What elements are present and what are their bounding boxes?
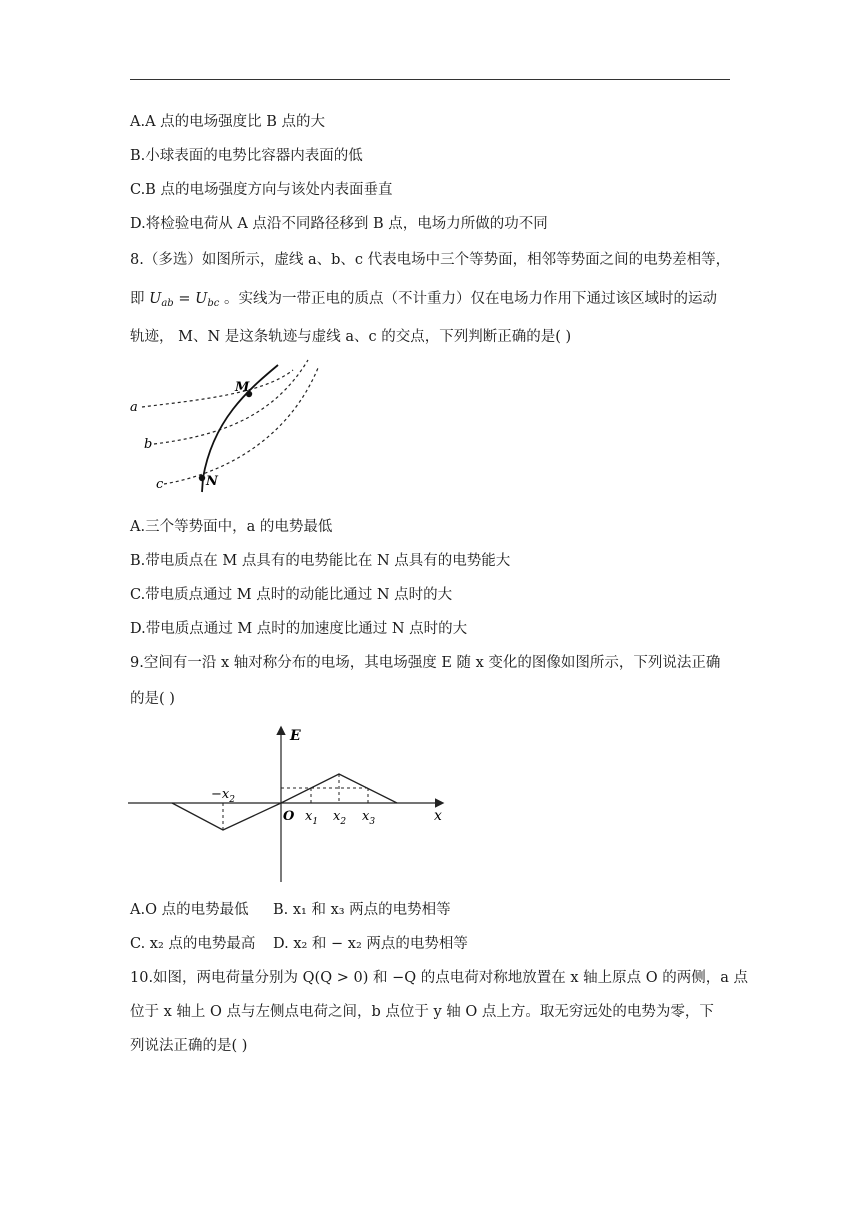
- label-x3: $x_3$: [362, 809, 376, 827]
- q10-stem-line1: 10.如图，两电荷量分别为 Q(Q > 0) 和 −Q 的点电荷对称地放置在 x 轴上原点 O 的两侧，a 点: [130, 970, 748, 986]
- equipotential-line-a: [142, 370, 293, 407]
- q9-e-x-graph: [128, 722, 458, 887]
- q8-option-b: B.带电质点在 M 点具有的电势能比在 N 点具有的电势能大: [130, 553, 511, 569]
- label-e: E: [290, 728, 301, 744]
- q9-option-a: A.O 点的电势最低: [130, 902, 249, 918]
- q7-option-d: D.将检验电荷从 A 点沿不同路径移到 B 点，电场力所做的功不同: [130, 216, 548, 232]
- q8-stem-line2: 即 $U_{ab} = U_{bc}$ 。实线为一带正电的质点（不计重力）仅在电场力作用下通过该区域时的运动: [130, 291, 717, 309]
- label-a: a: [130, 400, 138, 415]
- equipotential-line-b: [154, 360, 308, 444]
- q8-equipotential-figure: [128, 360, 328, 500]
- header-rule: [130, 79, 730, 80]
- label-neg-x2: $-x_2$: [211, 787, 235, 805]
- q9-option-c: C. x₂ 点的电势最高: [130, 936, 256, 952]
- q7-option-c: C.B 点的电场强度方向与该处内表面垂直: [130, 182, 393, 198]
- label-x1: $x_1$: [305, 809, 319, 827]
- q10-stem-line2: 位于 x 轴上 O 点与左侧点电荷之间，b 点位于 y 轴 O 点上方。取无穷远处的电势为零，下: [130, 1004, 714, 1020]
- q9-option-d: D. x₂ 和 − x₂ 两点的电势相等: [273, 936, 468, 952]
- label-b: b: [144, 437, 153, 452]
- q7-option-b: B.小球表面的电势比容器内表面的低: [130, 148, 363, 164]
- label-m: M: [235, 380, 250, 395]
- q8-option-a: A.三个等势面中，a 的电势最低: [130, 519, 333, 535]
- label-origin: O: [283, 809, 295, 824]
- q8-stem-line3: 轨迹， M、N 是这条轨迹与虚线 a、c 的交点，下列判断正确的是( ): [130, 329, 572, 345]
- q8-stem-line1: 8.（多选）如图所示，虚线 a、b、c 代表电场中三个等势面，相邻等势面之间的电势差相等，: [130, 252, 731, 268]
- point-n: [199, 475, 205, 481]
- q9-stem-line1: 9.空间有一沿 x 轴对称分布的电场，其电场强度 E 随 x 变化的图像如图所示，下列说法正确: [130, 655, 721, 671]
- q8-option-d: D.带电质点通过 M 点时的加速度比通过 N 点时的大: [130, 621, 468, 637]
- q10-stem-line3: 列说法正确的是( ): [130, 1038, 248, 1054]
- q9-option-b: B. x₁ 和 x₃ 两点的电势相等: [273, 902, 451, 918]
- label-x2: $x_2$: [333, 809, 347, 827]
- label-c: c: [156, 477, 164, 492]
- q9-stem-line2: 的是( ): [130, 691, 175, 707]
- label-x-axis: x: [434, 808, 442, 824]
- q7-option-a: A.A 点的电场强度比 B 点的大: [130, 114, 326, 130]
- q8-option-c: C.带电质点通过 M 点时的动能比通过 N 点时的大: [130, 587, 453, 603]
- label-n: N: [206, 474, 218, 489]
